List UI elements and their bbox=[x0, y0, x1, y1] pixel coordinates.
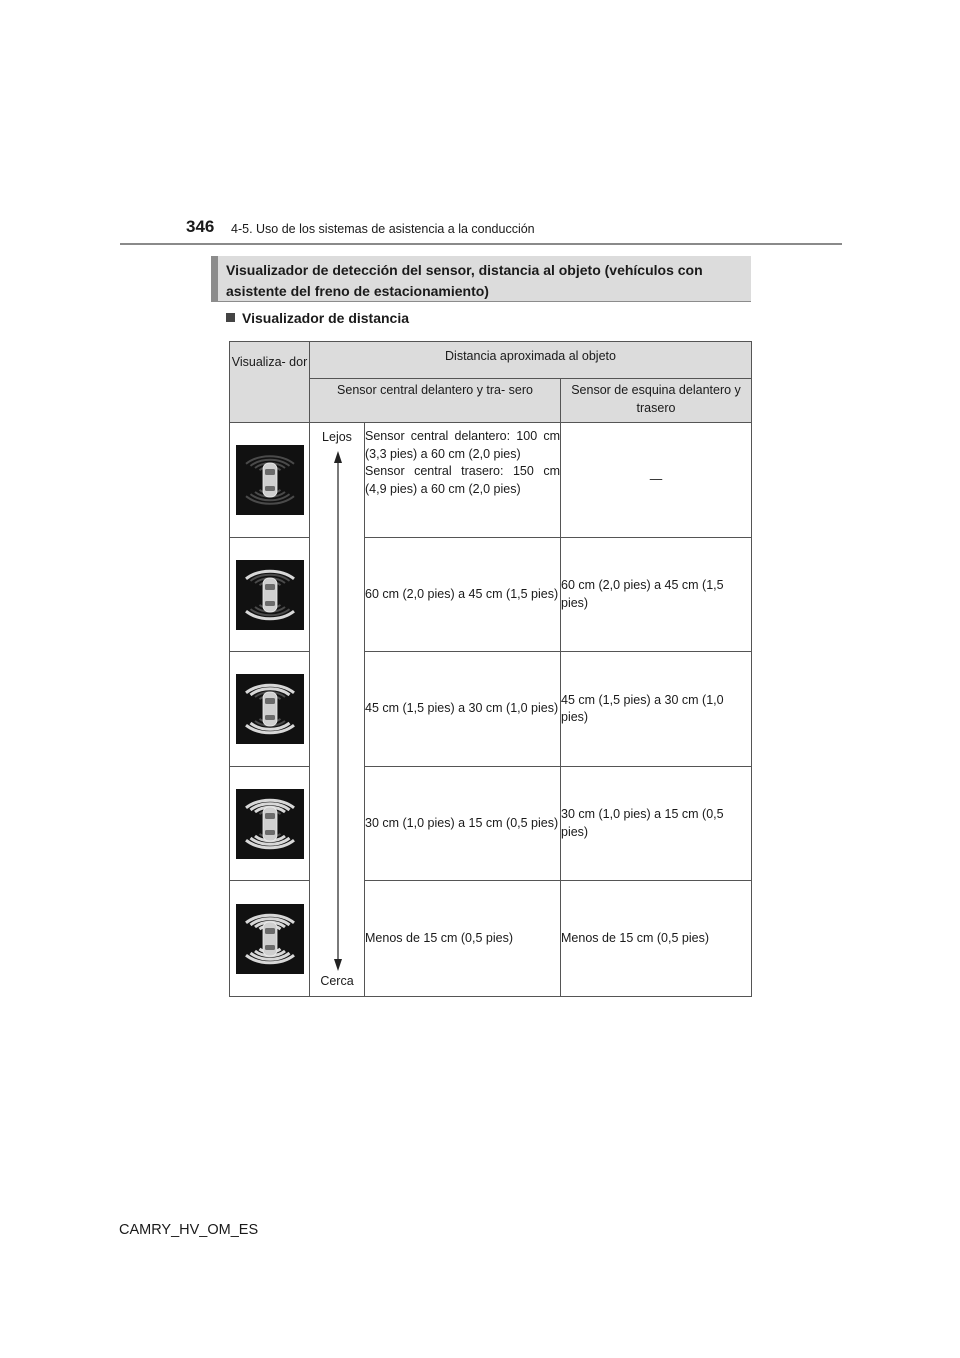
double-arrow-icon bbox=[330, 451, 346, 971]
near-label: Cerca bbox=[320, 973, 354, 988]
center-distance-cell bbox=[365, 423, 561, 538]
corner-distance-cell: — bbox=[561, 423, 752, 538]
corner-distance-cell: 30 cm (1,0 pies) a 15 cm (0,5 pies) bbox=[561, 767, 752, 881]
far-label: Lejos bbox=[322, 430, 352, 444]
table-row bbox=[230, 538, 752, 652]
table-row bbox=[230, 652, 752, 767]
table-row bbox=[230, 767, 752, 881]
header-corner-sensor: Sensor de esquina delantero y trasero bbox=[561, 379, 752, 423]
corner-distance-cell: 45 cm (1,5 pies) a 30 cm (1,0 pies) bbox=[561, 652, 752, 767]
chapter-title: 4-5. Uso de los sistemas de asistencia a la conducción bbox=[231, 222, 535, 236]
center-distance-cell: 45 cm (1,5 pies) a 30 cm (1,0 pies) bbox=[365, 652, 561, 767]
corner-distance-cell: 60 cm (2,0 pies) a 45 cm (1,5 pies) bbox=[561, 538, 752, 652]
page-number: 346 bbox=[186, 217, 215, 236]
parking-sensor-display-icon bbox=[236, 904, 304, 974]
header-distance: Distancia aproximada al objeto bbox=[310, 342, 752, 379]
display-cell bbox=[230, 767, 310, 881]
document-code: CAMRY_HV_OM_ES bbox=[119, 1222, 259, 1238]
subsection-title bbox=[226, 310, 409, 326]
header-rule bbox=[120, 243, 842, 245]
center-distance-cell: 30 cm (1,0 pies) a 15 cm (0,5 pies) bbox=[365, 767, 561, 881]
distance-table bbox=[229, 341, 752, 997]
center-distance-cell: 60 cm (2,0 pies) a 45 cm (1,5 pies) bbox=[365, 538, 561, 652]
display-cell bbox=[230, 538, 310, 652]
center-distance-cell: Menos de 15 cm (0,5 pies) bbox=[365, 881, 561, 997]
header-center-sensor: Sensor central delantero y tra- sero bbox=[310, 379, 561, 423]
square-bullet-icon bbox=[226, 313, 235, 322]
parking-sensor-display-icon bbox=[236, 789, 304, 859]
display-cell bbox=[230, 652, 310, 767]
table-row bbox=[230, 423, 752, 538]
display-cell bbox=[230, 881, 310, 997]
section-title: Visualizador de detección del sensor, distancia al objeto (vehículos con asistente del freno de estacionamiento) bbox=[211, 256, 751, 302]
parking-sensor-display-icon bbox=[236, 445, 304, 515]
table-row bbox=[230, 881, 752, 997]
center-front-text: Sensor central delantero: 100 cm (3,3 pies) a 60 cm (2,0 pies) bbox=[365, 429, 560, 461]
parking-sensor-display-icon bbox=[236, 560, 304, 630]
corner-distance-cell: Menos de 15 cm (0,5 pies) bbox=[561, 881, 752, 997]
header-display: Visualiza- dor bbox=[230, 342, 310, 423]
subsection-label: Visualizador de distancia bbox=[242, 310, 410, 326]
distance-arrow-cell bbox=[310, 423, 365, 997]
parking-sensor-display-icon bbox=[236, 674, 304, 744]
display-cell bbox=[230, 423, 310, 538]
center-rear-text: Sensor central trasero: 150 cm (4,9 pies) a 60 cm (2,0 pies) bbox=[365, 464, 560, 496]
